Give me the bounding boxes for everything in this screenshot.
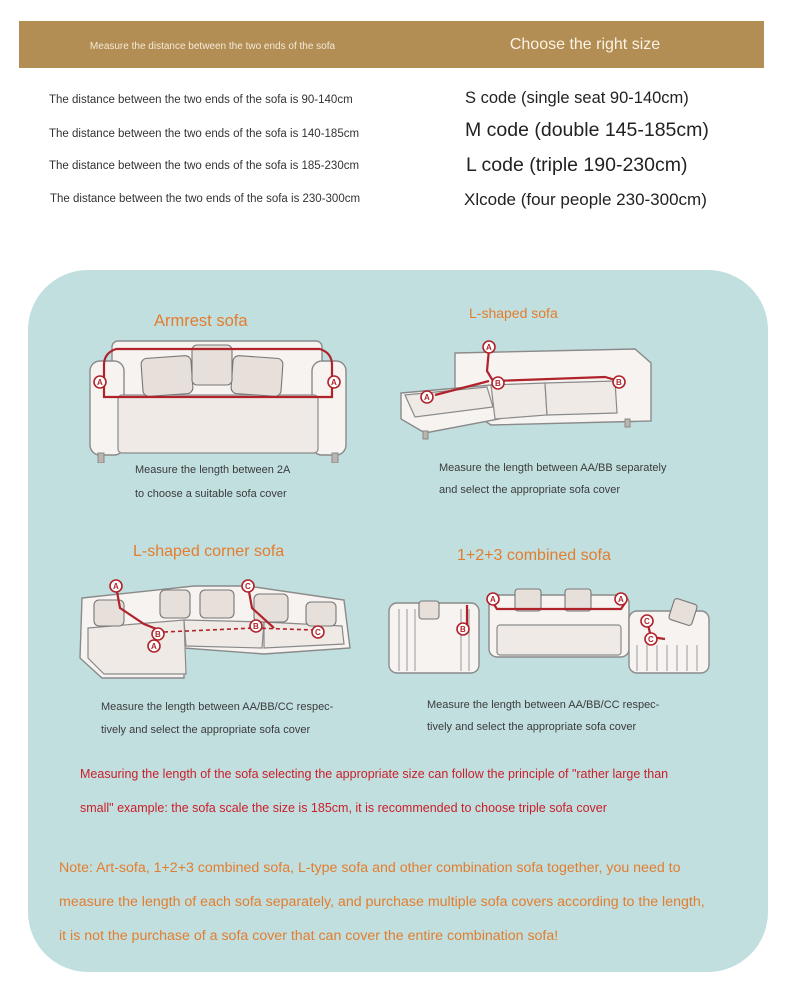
combination-sofa-note <box>59 851 749 953</box>
size-distance-row-4: The distance between the two ends of the sofa is 230-300cm <box>50 193 361 205</box>
sizing-principle-note <box>80 757 740 825</box>
marker-b-left-label: B <box>155 630 161 639</box>
header-choose-size-label: Choose the right size <box>509 36 661 53</box>
marker-b-right-label: B <box>253 622 259 631</box>
size-code-row-1: S code (single seat 90-140cm) <box>465 89 689 107</box>
sizing-principle-note-line-1: Measuring the length of the sofa selecting the appropriate size can follow the principle of "rather large than <box>80 767 669 781</box>
combined-sofa-illustration <box>385 585 715 677</box>
combination-sofa-note-line-1: Note: Art-sofa, 1+2+3 combined sofa, L-type sofa and other combination sofa together, you need to <box>59 860 681 876</box>
armrest-sofa-desc-line-2: to choose a suitable sofa cover <box>135 488 287 500</box>
armrest-sofa-title: Armrest sofa <box>154 312 248 330</box>
marker-a-seat-label: A <box>151 642 157 651</box>
marker-a-right-label: A <box>618 595 624 604</box>
marker-a-right-label: A <box>331 378 337 387</box>
marker-c-top-label: C <box>644 617 650 626</box>
combination-sofa-note-line-2: measure the length of each sofa separately, and purchase multiple sofa covers according to the length, <box>59 894 705 910</box>
marker-b-inner-label: B <box>495 379 501 388</box>
corner-sofa-desc-line-2: tively and select the appropriate sofa cover <box>101 724 311 736</box>
size-distance-row-1: The distance between the two ends of the sofa is 90-140cm <box>49 94 353 106</box>
l-shaped-sofa-illustration <box>395 335 660 440</box>
l-shaped-sofa-desc-line-1: Measure the length between AA/BB separately <box>439 462 667 474</box>
marker-b-single-label: B <box>460 625 466 634</box>
corner-sofa-desc-line-1: Measure the length between AA/BB/CC respec- <box>101 701 334 713</box>
size-distance-row-2: The distance between the two ends of the sofa is 140-185cm <box>49 128 360 140</box>
combined-sofa-desc-line-2: tively and select the appropriate sofa cover <box>427 721 637 733</box>
l-shaped-corner-sofa-title: L-shaped corner sofa <box>133 543 285 560</box>
size-code-row-2: M code (double 145-185cm) <box>465 119 709 141</box>
l-shaped-sofa-desc-line-2: and select the appropriate sofa cover <box>439 484 621 496</box>
size-code-row-3: L code (triple 190-230cm) <box>466 154 688 176</box>
combination-sofa-note-line-3: it is not the purchase of a sofa cover that can cover the entire combination sofa! <box>59 928 559 944</box>
marker-a-chaise-label: A <box>424 393 430 402</box>
size-code-row-4: Xlcode (four people 230-300cm) <box>464 190 707 209</box>
header-measure-label: Measure the distance between the two ends of the sofa <box>89 41 336 52</box>
marker-a-top-label: A <box>486 343 492 352</box>
marker-c-right-label: C <box>315 628 321 637</box>
marker-c-top-label: C <box>245 582 251 591</box>
l-shaped-corner-sofa-illustration <box>74 578 359 683</box>
marker-a-left-label: A <box>490 595 496 604</box>
marker-a-top-label: A <box>113 582 119 591</box>
marker-c-bottom-label: C <box>648 635 654 644</box>
armrest-sofa-illustration <box>82 335 357 463</box>
marker-b-right-label: B <box>616 378 622 387</box>
combined-sofa-desc-line-1: Measure the length between AA/BB/CC respec- <box>427 699 660 711</box>
l-shaped-sofa-title: L-shaped sofa <box>469 305 558 321</box>
armrest-sofa-desc-line-1: Measure the length between 2A <box>135 464 291 476</box>
sizing-principle-note-line-2: small" example: the sofa scale the size is 185cm, it is recommended to choose triple sofa cover <box>80 801 607 815</box>
marker-a-left-label: A <box>97 378 103 387</box>
size-distance-row-3: The distance between the two ends of the sofa is 185-230cm <box>49 160 360 172</box>
combined-sofa-title: 1+2+3 combined sofa <box>457 547 611 564</box>
